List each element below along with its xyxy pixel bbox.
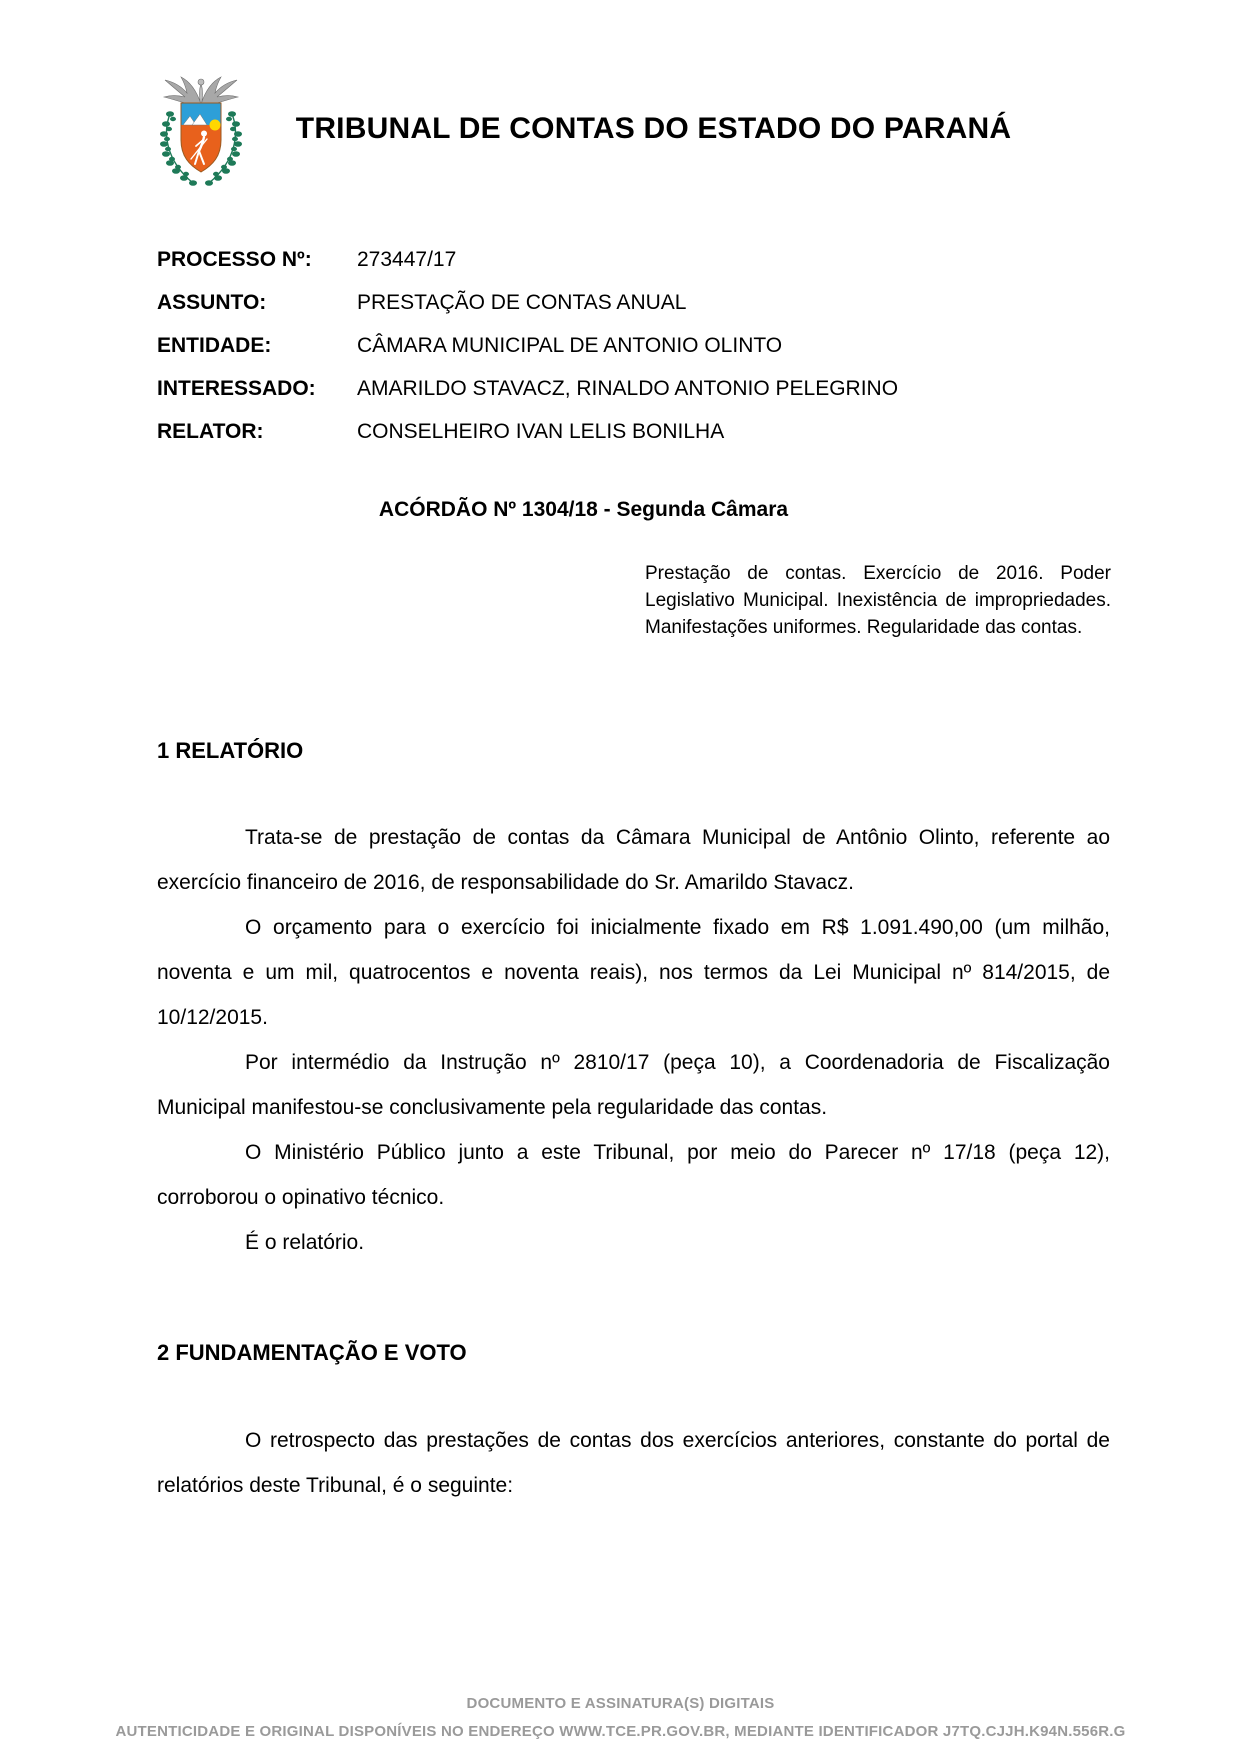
ruling-summary-text: Prestação de contas. Exercício de 2016. Poder Legislativo Municipal. Inexistência de impropriedades. Manifestações uniformes. Regularidade das contas.: [645, 563, 1111, 638]
case-row-processo: [157, 238, 1110, 281]
footer-line-1: DOCUMENTO E ASSINATURA(S) DIGITAIS: [466, 1695, 775, 1712]
shield: [181, 103, 221, 172]
vote-paragraph: O retrospecto das prestações de contas dos exercícios anteriores, constante do portal de relatórios deste Tribunal, é o seguinte:: [157, 1429, 1110, 1497]
parana-coat-of-arms-icon: [157, 70, 245, 188]
case-label: ENTIDADE:: [157, 333, 272, 357]
report-paragraph: Por intermédio da Instrução nº 2810/17 (peça 10), a Coordenadoria de Fiscalização Municipal manifestou-se conclusivamente pela regularidade das contas.: [157, 1051, 1110, 1119]
footer-line-2: AUTENTICIDADE E ORIGINAL DISPONÍVEIS NO ENDEREÇO WWW.TCE.PR.GOV.BR, MEDIANTE IDENTIFICADOR J7TQ.CJJH.K94N.556R.G: [115, 1723, 1126, 1740]
page-title: TRIBUNAL DE CONTAS DO ESTADO DO PARANÁ: [295, 112, 1012, 145]
case-value: 273447/17: [357, 247, 457, 271]
case-label: RELATOR:: [157, 419, 264, 443]
case-value: CONSELHEIRO IVAN LELIS BONILHA: [357, 419, 725, 443]
eagle-icon: [164, 77, 238, 106]
section-heading-fundamentacao: 2 FUNDAMENTAÇÃO E VOTO: [157, 1340, 467, 1365]
case-info: [157, 238, 1110, 453]
report-paragraph: Trata-se de prestação de contas da Câmara Municipal de Antônio Olinto, referente ao exercício financeiro de 2016, de responsabilidade do Sr. Amarildo Stavacz.: [157, 826, 1110, 894]
case-row-assunto: [157, 281, 1110, 324]
report-paragraph: É o relatório.: [245, 1231, 365, 1254]
case-row-entidade: [157, 324, 1110, 367]
document-header: [157, 70, 1110, 188]
fundamentacao-body: [157, 1418, 1110, 1508]
case-value: CÂMARA MUNICIPAL DE ANTONIO OLINTO: [357, 333, 783, 357]
ruling-summary: [645, 560, 1111, 641]
report-paragraph: O orçamento para o exercício foi inicialmente fixado em R$ 1.091.490,00 (um milhão, noventa e um mil, quatrocentos e noventa reais), nos termos da Lei Municipal nº 814/2015, de 10/12/2015.: [157, 916, 1110, 1029]
case-value: PRESTAÇÃO DE CONTAS ANUAL: [357, 290, 687, 314]
section-heading-relatorio: 1 RELATÓRIO: [157, 738, 304, 763]
case-row-interessado: [157, 367, 1110, 410]
relatorio-body: [157, 815, 1110, 1265]
ruling-heading: ACÓRDÃO Nº 1304/18 - Segunda Câmara: [378, 498, 789, 521]
case-label: INTERESSADO:: [157, 376, 316, 400]
case-label: PROCESSO Nº:: [157, 247, 312, 271]
report-paragraph: O Ministério Público junto a este Tribunal, por meio do Parecer nº 17/18 (peça 12), corroborou o opinativo técnico.: [157, 1141, 1110, 1209]
case-row-relator: [157, 410, 1110, 453]
case-label: ASSUNTO:: [157, 290, 267, 314]
digital-signature-footer: [0, 1690, 1241, 1746]
case-value: AMARILDO STAVACZ, RINALDO ANTONIO PELEGRINO: [357, 376, 899, 400]
